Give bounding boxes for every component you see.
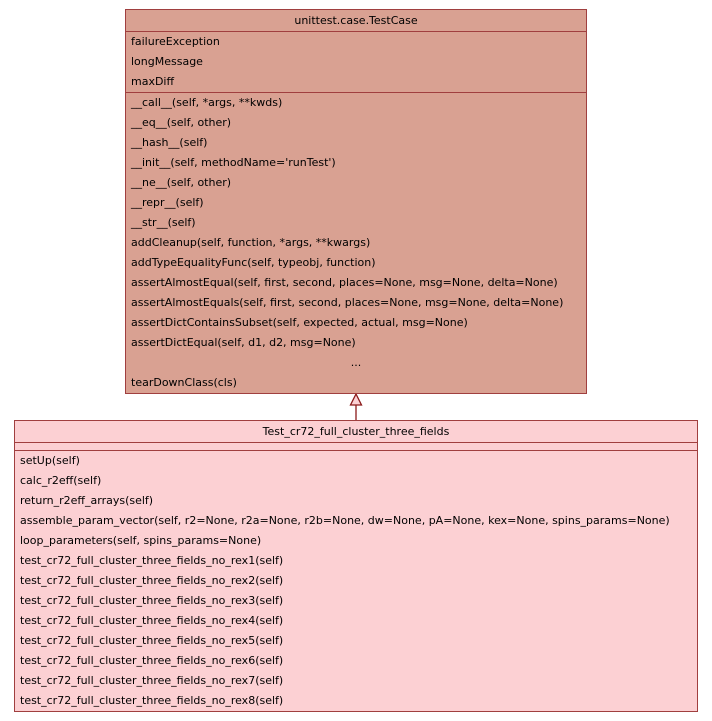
- uml-operation: test_cr72_full_cluster_three_fields_no_rex4(self): [20, 614, 284, 627]
- uml-class-subclass-operations: [15, 451, 697, 711]
- uml-class-subclass-attributes: [15, 443, 697, 451]
- uml-operation: loop_parameters(self, spins_params=None): [20, 534, 262, 547]
- uml-operation: __init__(self, methodName='runTest'): [131, 156, 336, 169]
- uml-class-subclass-title: Test_cr72_full_cluster_three_fields: [15, 421, 697, 443]
- uml-class-testcase-operations: [126, 93, 586, 393]
- uml-class-testcase[interactable]: [125, 9, 587, 394]
- uml-operation: test_cr72_full_cluster_three_fields_no_rex1(self): [20, 554, 284, 567]
- generalization-arrow: [348, 394, 364, 422]
- uml-attribute: failureException: [131, 35, 220, 48]
- uml-operation: assertDictEqual(self, d1, d2, msg=None): [131, 336, 356, 349]
- uml-operation: tearDownClass(cls): [131, 376, 237, 389]
- uml-attribute: longMessage: [131, 55, 203, 68]
- uml-operation: __eq__(self, other): [131, 116, 232, 129]
- uml-operation: assertDictContainsSubset(self, expected, actual, msg=None): [131, 316, 468, 329]
- uml-operation: test_cr72_full_cluster_three_fields_no_rex2(self): [20, 574, 284, 587]
- uml-operation: __hash__(self): [131, 136, 208, 149]
- uml-operation: test_cr72_full_cluster_three_fields_no_rex8(self): [20, 694, 284, 707]
- uml-operation: test_cr72_full_cluster_three_fields_no_rex5(self): [20, 634, 284, 647]
- uml-operation-ellipsis: ...: [350, 356, 362, 369]
- uml-operation: addCleanup(self, function, *args, **kwargs): [131, 236, 371, 249]
- uml-operation: assemble_param_vector(self, r2=None, r2a=None, r2b=None, dw=None, pA=None, kex=None, spins_params=None): [20, 514, 670, 527]
- uml-operation: setUp(self): [20, 454, 80, 467]
- uml-class-testcase-title: unittest.case.TestCase: [126, 10, 586, 32]
- uml-operation: test_cr72_full_cluster_three_fields_no_rex6(self): [20, 654, 284, 667]
- uml-operation: addTypeEqualityFunc(self, typeobj, function): [131, 256, 376, 269]
- uml-attribute: maxDiff: [131, 75, 175, 88]
- uml-operation: test_cr72_full_cluster_three_fields_no_rex3(self): [20, 594, 284, 607]
- uml-operation: assertAlmostEqual(self, first, second, places=None, msg=None, delta=None): [131, 276, 558, 289]
- uml-operation: test_cr72_full_cluster_three_fields_no_rex7(self): [20, 674, 284, 687]
- uml-operation: assertAlmostEquals(self, first, second, places=None, msg=None, delta=None): [131, 296, 564, 309]
- uml-operation: return_r2eff_arrays(self): [20, 494, 154, 507]
- uml-operation: __call__(self, *args, **kwds): [131, 96, 283, 109]
- uml-operation: __repr__(self): [131, 196, 204, 209]
- uml-operation: calc_r2eff(self): [20, 474, 102, 487]
- uml-class-testcase-attributes: [126, 32, 586, 93]
- uml-operation: __ne__(self, other): [131, 176, 232, 189]
- generalization-arrow-icon: [348, 394, 364, 422]
- uml-operation: __str__(self): [131, 216, 196, 229]
- uml-class-test-cr72-full-cluster-three-fields[interactable]: [14, 420, 698, 712]
